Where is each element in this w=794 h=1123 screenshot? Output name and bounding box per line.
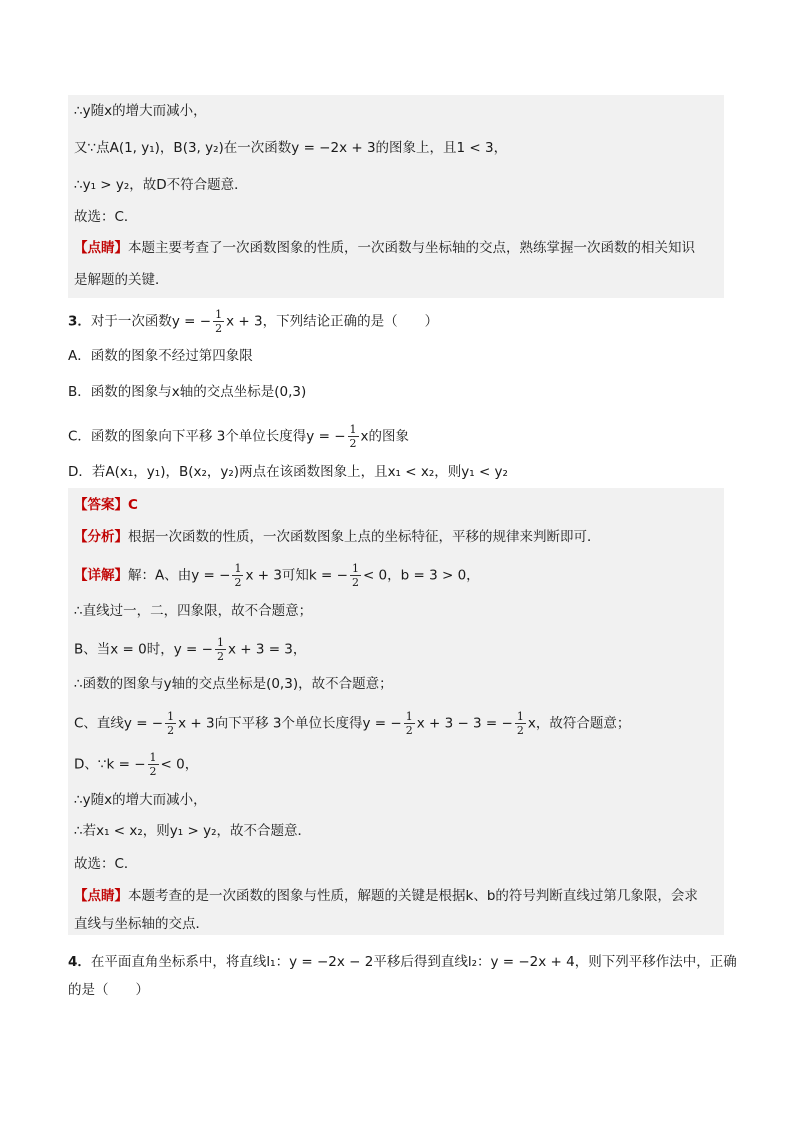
question-4-cont: 的是（ ）: [68, 982, 149, 998]
tip-line: 【点睛】本题考查的是一次函数的图象与性质，解题的关键是根据k、b的符号判断直线过第几象限，会求: [74, 888, 698, 904]
fraction: $\frac{1}{2}$: [149, 751, 157, 778]
detail-line: D、∵k = − $\frac{1}{2}$ < 0，: [74, 751, 199, 778]
tip-tag: 【点睛】: [74, 240, 128, 256]
detail-line: C、直线y = − $\frac{1}{2}$ x + 3向下平移 3个单位长度得y = − $\frac{1}{2}$ x + 3 − 3 = − $\frac{1}{2}$ x，故符合题意；: [74, 710, 631, 737]
fraction: $\frac{1}{2}$: [167, 710, 175, 737]
fraction: $\frac{1}{2}$: [405, 710, 413, 737]
question-3: 3．对于一次函数y = − $\frac{1}{2}$ x + 3，下列结论正确的是（ ）: [68, 308, 439, 335]
option-d: D．若A(x₁，y₁)，B(x₂，y₂)两点在该函数图象上，且x₁ < x₂，则y₁ < y₂: [68, 464, 508, 480]
detail-line: 故选：C．: [74, 856, 138, 872]
fraction: $\frac{1}{2}$: [215, 308, 223, 335]
solution-line: 故选：C．: [74, 209, 138, 225]
fraction: $\frac{1}{2}$: [351, 562, 359, 589]
fraction: $\frac{1}{2}$: [516, 710, 524, 737]
fraction: $\frac{1}{2}$: [216, 636, 224, 663]
detail-line: ∴y随x的增大而减小，: [74, 792, 207, 808]
detail-line: B、当x = 0时，y = − $\frac{1}{2}$ x + 3 = 3，: [74, 636, 307, 663]
option-c: C．函数的图象向下平移 3个单位长度得y = − $\frac{1}{2}$ x的图象: [68, 423, 410, 450]
tip-line: 直线与坐标轴的交点．: [74, 916, 209, 932]
answer-line: 【答案】C: [74, 497, 138, 513]
tip-line: 是解题的关键．: [74, 272, 169, 288]
detail-line: ∴直线过一，二，四象限，故不合题意；: [74, 603, 313, 619]
solution-block-q2: [68, 95, 724, 298]
detail-line: 【详解】解：A、由y = − $\frac{1}{2}$ x + 3可知k = − $\frac{1}{2}$ < 0，b = 3 > 0，: [74, 562, 480, 589]
fraction: $\frac{1}{2}$: [349, 423, 357, 450]
solution-line: 又∵点A(1, y₁)，B(3, y₂)在一次函数y = −2x + 3的图象上，且1 < 3，: [74, 140, 508, 156]
solution-line: ∴y随x的增大而减小，: [74, 103, 207, 119]
detail-line: ∴函数的图象与y轴的交点坐标是(0,3)，故不合题意；: [74, 676, 393, 692]
option-a: A．函数的图象不经过第四象限: [68, 348, 253, 364]
fraction: $\frac{1}{2}$: [234, 562, 242, 589]
tip-line: 【点睛】本题主要考查了一次函数图象的性质，一次函数与坐标轴的交点，熟练掌握一次函数的相关知识: [74, 240, 695, 256]
option-b: B．函数的图象与x轴的交点坐标是(0,3): [68, 384, 307, 400]
solution-line: ∴y₁ > y₂，故D不符合题意．: [74, 177, 248, 193]
analysis-line: 【分析】根据一次函数的性质，一次函数图象上点的坐标特征，平移的规律来判断即可．: [74, 529, 601, 545]
question-4: 4．在平面直角坐标系中，将直线l₁：y = −2x − 2平移后得到直线l₂：y = −2x + 4，则下列平移作法中，正确: [68, 954, 737, 970]
detail-line: ∴若x₁ < x₂，则y₁ > y₂，故不合题意．: [74, 823, 311, 839]
